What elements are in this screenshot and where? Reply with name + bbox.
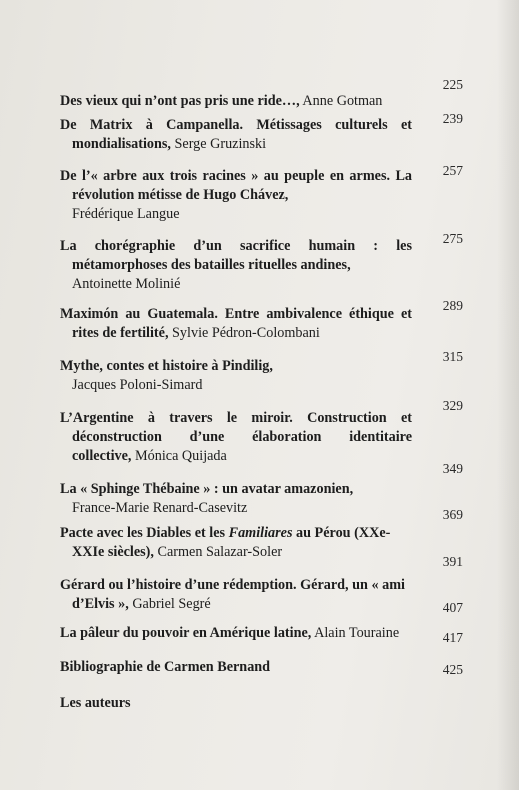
toc-entry [60, 305, 412, 343]
entry-author: Anne Gotman [299, 93, 383, 109]
entry-page-number: 391 [442, 554, 463, 569]
toc-entry [60, 409, 412, 466]
entry-title: Pacte avec les Diables et les [60, 525, 229, 541]
entry-author: Serge Gruzinski [170, 136, 267, 152]
entry-title: La pâleur du pouvoir en Amérique latine, [60, 625, 312, 641]
entry-page-number: 275 [442, 231, 463, 246]
toc-entry [60, 116, 412, 154]
entry-page-number: 369 [442, 507, 463, 522]
entry-page-number: 425 [442, 662, 463, 677]
toc-entry [60, 524, 412, 562]
entry-page-number: 329 [442, 398, 463, 413]
toc-entry [60, 658, 412, 677]
entry-title: L’Argentine à travers le miroir. Construction et [60, 410, 412, 426]
entry-page-number: 239 [442, 111, 463, 126]
entry-title: mondialisations, [72, 136, 171, 152]
toc-entry [60, 480, 412, 518]
entry-title: au Pérou (XXe- [292, 525, 391, 541]
entry-author: France-Marie Renard-Casevitz [72, 500, 248, 516]
entry-title: Bibliographie de Carmen Bernand [60, 659, 271, 675]
entry-title: Des vieux qui n’ont pas pris une ride…, [60, 93, 300, 109]
entry-title: De Matrix à Campanella. Métissages culturels et [60, 117, 412, 133]
entry-author: Sylvie Pédron-Colombani [168, 325, 320, 341]
entry-page-number: 225 [442, 77, 463, 92]
entry-title: Les auteurs [60, 695, 131, 711]
entry-title-italic: Familiares [228, 525, 293, 541]
toc-entry [60, 167, 412, 224]
entry-title: XXIe siècles), [72, 544, 154, 560]
entry-author: Mónica Quijada [131, 448, 227, 464]
entry-page-number: 349 [442, 461, 463, 476]
entry-title: d’Elvis », [72, 596, 129, 612]
entry-author: Gabriel Segré [128, 596, 211, 612]
entry-author: Antoinette Molinié [72, 276, 181, 292]
entry-page-number: 289 [442, 298, 463, 313]
toc-entry [60, 237, 412, 294]
toc-entry [60, 694, 412, 713]
entry-title: De l’« arbre aux trois racines » au peuple en armes. La [60, 168, 412, 184]
entry-title: Gérard ou l’histoire d’une rédemption. Gérard, un « ami [60, 577, 405, 593]
entry-author: Carmen Salazar-Soler [153, 544, 283, 560]
entry-title: Maximón au Guatemala. Entre ambivalence éthique et [60, 306, 412, 322]
entry-title: révolution métisse de Hugo Chávez, [72, 187, 289, 203]
toc-entry [60, 357, 412, 395]
entry-title: collective, [72, 448, 132, 464]
entry-author: Alain Touraine [311, 625, 400, 641]
entry-title: Mythe, contes et histoire à Pindilig, [60, 358, 273, 374]
entry-page-number: 315 [442, 349, 463, 364]
entry-title: métamorphoses des batailles rituelles andines, [72, 257, 351, 273]
entry-author: Frédérique Langue [72, 206, 180, 222]
entry-page-number: 417 [442, 630, 463, 645]
toc-entry [60, 624, 412, 643]
entry-page-number: 407 [442, 600, 463, 615]
entry-title: rites de fertilité, [72, 325, 169, 341]
toc-entry [60, 92, 412, 111]
entry-title: La chorégraphie d’un sacrifice humain : les [60, 238, 412, 254]
entry-author: Jacques Poloni-Simard [72, 377, 203, 393]
entry-title: La « Sphinge Thébaine » : un avatar amazonien, [60, 481, 354, 497]
entry-title: déconstruction d’une élaboration identitaire [72, 429, 412, 445]
toc-entry [60, 576, 412, 614]
entry-page-number: 257 [442, 163, 463, 178]
